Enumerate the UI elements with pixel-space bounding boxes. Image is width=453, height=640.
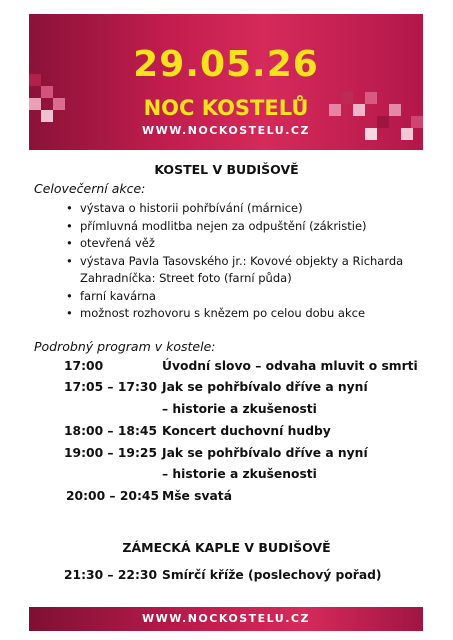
- event-date: 29.05.26: [133, 44, 319, 85]
- program-heading: Podrobný program v kostele:: [34, 339, 216, 354]
- program-time: 20:00 – 20:45: [66, 489, 159, 503]
- program-desc: Mše svatá: [162, 489, 232, 503]
- list-item: • výstava Pavla Tasovského jr.: Kovové objekty a Richarda Zahradníčka: Street foto (farní půda): [66, 253, 416, 288]
- program-time: 19:00 – 19:25: [64, 446, 157, 460]
- list-item: • možnost rozhovoru s knězem po celou dobu akce: [66, 305, 416, 323]
- website-link-bottom[interactable]: WWW.NOCKOSTELU.CZ: [142, 612, 310, 625]
- list-item: • otevřená věž: [66, 235, 416, 253]
- list-item: • výstava o historii pohřbívání (márnice): [66, 200, 416, 218]
- program-time: 17:00: [64, 359, 104, 373]
- program-desc: Koncert duchovní hudby: [162, 424, 331, 438]
- list-item: • farní kavárna: [66, 288, 416, 306]
- program-desc: – historie a zkušenosti: [162, 467, 317, 481]
- program-desc: Úvodní slovo – odvaha mluvit o smrti: [162, 359, 418, 373]
- website-link-top[interactable]: WWW.NOCKOSTELU.CZ: [142, 124, 310, 137]
- church-title: KOSTEL V BUDIŠOVĚ: [154, 162, 299, 177]
- program-desc: Jak se pohřbívalo dříve a nyní: [162, 446, 368, 460]
- program-time: 17:05 – 17:30: [64, 380, 157, 394]
- footer-bar: [29, 607, 423, 631]
- chapel-title: ZÁMECKÁ KAPLE V BUDIŠOVĚ: [122, 540, 331, 555]
- evening-heading: Celovečerní akce:: [34, 181, 146, 196]
- program-time: 18:00 – 18:45: [64, 424, 157, 438]
- program-desc: Jak se pohřbívalo dříve a nyní: [162, 380, 368, 394]
- program-time: 21:30 – 22:30: [64, 568, 157, 582]
- program-desc: – historie a zkušenosti: [162, 402, 317, 416]
- feature-list: [66, 200, 416, 323]
- list-item: • přímluvná modlitba nejen za odpuštění (zákristie): [66, 218, 416, 236]
- event-title: NOC KOSTELŮ: [143, 96, 309, 120]
- program-desc: Smírčí kříže (poslechový pořad): [162, 568, 382, 582]
- header-banner: [29, 14, 423, 150]
